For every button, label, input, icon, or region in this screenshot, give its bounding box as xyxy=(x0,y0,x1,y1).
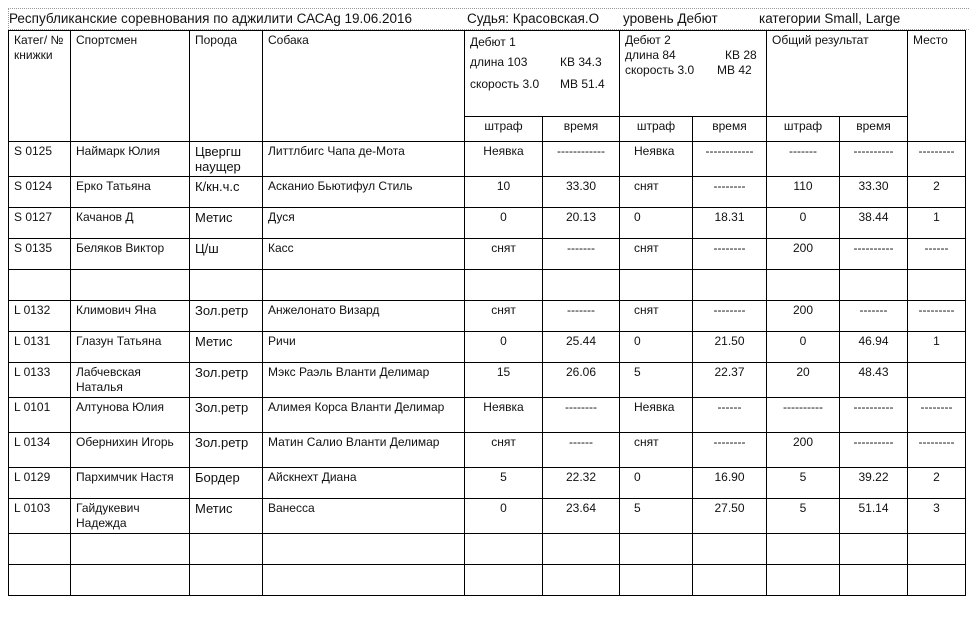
total-time-cell xyxy=(840,270,908,301)
total-penalty-cell: 5 xyxy=(767,499,840,534)
total-time-cell: 39.22 xyxy=(840,468,908,499)
table-row xyxy=(9,177,966,208)
document-title-line xyxy=(8,8,969,30)
category-cell: L 0133 xyxy=(9,363,71,398)
debut2-time-cell: 16.90 xyxy=(693,468,767,499)
breed-cell: Зол.ретр xyxy=(190,433,263,468)
debut1-time-cell: ------ xyxy=(543,433,620,468)
breed-cell: Ц/ш xyxy=(190,239,263,270)
debut2-penalty-cell: 5 xyxy=(620,499,693,534)
debut1-kv: КВ 34.3 xyxy=(560,55,602,69)
category-cell: L 0132 xyxy=(9,301,71,332)
debut1-penalty-cell: Неявка xyxy=(465,398,543,433)
table-row xyxy=(9,142,966,177)
header-penalty-1: штраф xyxy=(465,117,543,142)
debut2-time-cell: 22.37 xyxy=(693,363,767,398)
debut1-penalty-cell: 5 xyxy=(465,468,543,499)
debut2-penalty-cell: 5 xyxy=(620,363,693,398)
athlete-cell: Гайдукевич Надежда xyxy=(71,499,190,534)
debut1-time-cell: 26.06 xyxy=(543,363,620,398)
debut1-label: Дебют 1 xyxy=(470,35,516,49)
place-cell xyxy=(908,534,966,565)
dog-cell xyxy=(263,565,465,596)
category-cell xyxy=(9,270,71,301)
athlete-cell: Алтунова Юлия xyxy=(71,398,190,433)
debut2-time-cell: -------- xyxy=(693,239,767,270)
debut2-penalty-cell xyxy=(620,534,693,565)
debut1-length: длина 103 xyxy=(470,55,528,69)
header-time-2: время xyxy=(693,117,767,142)
place-cell: 3 xyxy=(908,499,966,534)
athlete-cell: Климович Яна xyxy=(71,301,190,332)
debut1-penalty-cell: 0 xyxy=(465,208,543,239)
debut2-time-cell: 18.31 xyxy=(693,208,767,239)
total-penalty-cell xyxy=(767,534,840,565)
category-cell: S 0124 xyxy=(9,177,71,208)
debut2-time-cell: 27.50 xyxy=(693,499,767,534)
total-penalty-cell: 200 xyxy=(767,433,840,468)
debut2-label: Дебют 2 xyxy=(625,33,671,47)
debut1-time-cell: -------- xyxy=(543,398,620,433)
debut1-penalty-cell: Неявка xyxy=(465,142,543,177)
header-debut1 xyxy=(465,31,620,117)
table-row xyxy=(9,534,966,565)
header-breed: Порода xyxy=(190,31,263,142)
category-cell: L 0134 xyxy=(9,433,71,468)
athlete-cell: Беляков Виктор xyxy=(71,239,190,270)
debut2-penalty-cell xyxy=(620,270,693,301)
table-row xyxy=(9,565,966,596)
place-cell xyxy=(908,565,966,596)
debut1-time-cell: 20.13 xyxy=(543,208,620,239)
dog-cell: Айскнехт Диана xyxy=(263,468,465,499)
athlete-cell: Пархимчик Настя xyxy=(71,468,190,499)
table-row xyxy=(9,301,966,332)
breed-cell: Цвергш наущер xyxy=(190,142,263,177)
debut2-time-cell: ------------ xyxy=(693,142,767,177)
total-penalty-cell: 110 xyxy=(767,177,840,208)
table-row xyxy=(9,208,966,239)
debut2-penalty-cell: 0 xyxy=(620,332,693,363)
dog-cell: Ванесса xyxy=(263,499,465,534)
athlete-cell: Качанов Д xyxy=(71,208,190,239)
breed-cell xyxy=(190,534,263,565)
debut1-penalty-cell xyxy=(465,270,543,301)
total-penalty-cell: 0 xyxy=(767,332,840,363)
total-penalty-cell: ------- xyxy=(767,142,840,177)
athlete-cell: Лабчевская Наталья xyxy=(71,363,190,398)
debut1-penalty-cell: снят xyxy=(465,239,543,270)
table-row xyxy=(9,363,966,398)
debut1-time-cell xyxy=(543,565,620,596)
debut1-penalty-cell: 15 xyxy=(465,363,543,398)
debut2-time-cell: ------ xyxy=(693,398,767,433)
debut2-penalty-cell: снят xyxy=(620,177,693,208)
debut2-penalty-cell: снят xyxy=(620,301,693,332)
total-penalty-cell: 20 xyxy=(767,363,840,398)
header-place: Место xyxy=(908,31,966,142)
debut1-time-cell xyxy=(543,534,620,565)
athlete-cell: Наймарк Юлия xyxy=(71,142,190,177)
dog-cell xyxy=(263,534,465,565)
total-penalty-cell xyxy=(767,565,840,596)
total-time-cell: ---------- xyxy=(840,398,908,433)
breed-cell: Метис xyxy=(190,332,263,363)
judge-name: Судья: Красовская.О xyxy=(467,11,600,26)
header-debut2 xyxy=(620,31,767,117)
category-cell: S 0125 xyxy=(9,142,71,177)
debut1-time-cell: 23.64 xyxy=(543,499,620,534)
category-cell xyxy=(9,565,71,596)
place-cell: 2 xyxy=(908,468,966,499)
athlete-cell: Ерко Татьяна xyxy=(71,177,190,208)
header-athlete: Спортсмен xyxy=(71,31,190,142)
debut2-mv: МВ 42 xyxy=(717,63,752,77)
category-cell: L 0131 xyxy=(9,332,71,363)
breed-cell: Метис xyxy=(190,499,263,534)
debut2-speed: скорость 3.0 xyxy=(625,63,695,77)
category-cell: S 0135 xyxy=(9,239,71,270)
athlete-cell xyxy=(71,270,190,301)
dog-cell: Касс xyxy=(263,239,465,270)
breed-cell xyxy=(190,565,263,596)
dog-cell: Алимея Корса Вланти Делимар xyxy=(263,398,465,433)
total-penalty-cell: 0 xyxy=(767,208,840,239)
total-penalty-cell: 5 xyxy=(767,468,840,499)
total-time-cell: ------- xyxy=(840,301,908,332)
debut1-penalty-cell: снят xyxy=(465,301,543,332)
dog-cell: Литтлбигс Чапа де-Мота xyxy=(263,142,465,177)
total-penalty-cell: 200 xyxy=(767,301,840,332)
debut1-time-cell: ------- xyxy=(543,239,620,270)
total-time-cell: ---------- xyxy=(840,142,908,177)
category-cell: L 0103 xyxy=(9,499,71,534)
breed-cell: Бордер xyxy=(190,468,263,499)
debut1-penalty-cell: 0 xyxy=(465,332,543,363)
header-penalty-total: штраф xyxy=(767,117,840,142)
header-time-1: время xyxy=(543,117,620,142)
debut2-time-cell xyxy=(693,534,767,565)
dog-cell: Ричи xyxy=(263,332,465,363)
debut2-penalty-cell: снят xyxy=(620,433,693,468)
breed-cell xyxy=(190,270,263,301)
place-cell: 2 xyxy=(908,177,966,208)
table-row xyxy=(9,332,966,363)
header-row xyxy=(9,31,966,117)
debut1-time-cell xyxy=(543,270,620,301)
dog-cell: Дуся xyxy=(263,208,465,239)
total-time-cell: 48.43 xyxy=(840,363,908,398)
dog-cell: Асканио Бьютифул Стиль xyxy=(263,177,465,208)
results-table xyxy=(8,30,966,596)
total-time-cell xyxy=(840,565,908,596)
debut2-penalty-cell: Неявка xyxy=(620,398,693,433)
debut2-time-cell: -------- xyxy=(693,433,767,468)
debut1-time-cell: 33.30 xyxy=(543,177,620,208)
debut2-length: длина 84 xyxy=(625,48,676,62)
total-penalty-cell xyxy=(767,270,840,301)
debut2-time-cell xyxy=(693,270,767,301)
header-total: Общий результат xyxy=(767,31,908,117)
debut2-penalty-cell xyxy=(620,565,693,596)
athlete-cell xyxy=(71,565,190,596)
results-body xyxy=(9,142,966,596)
dog-cell: Анжелонато Визард xyxy=(263,301,465,332)
athlete-cell: Глазун Татьяна xyxy=(71,332,190,363)
dog-cell: Мэкс Раэль Вланти Делимар xyxy=(263,363,465,398)
debut1-mv: МВ 51.4 xyxy=(560,77,605,91)
debut1-time-cell: 22.32 xyxy=(543,468,620,499)
total-time-cell: ---------- xyxy=(840,433,908,468)
athlete-cell: Обернихин Игорь xyxy=(71,433,190,468)
place-cell: -------- xyxy=(908,398,966,433)
debut1-time-cell: 25.44 xyxy=(543,332,620,363)
debut1-penalty-cell: 0 xyxy=(465,499,543,534)
place-cell: ------ xyxy=(908,239,966,270)
debut2-penalty-cell: 0 xyxy=(620,468,693,499)
header-penalty-2: штраф xyxy=(620,117,693,142)
total-time-cell: 51.14 xyxy=(840,499,908,534)
header-category: Катег/ № книжки xyxy=(9,31,71,142)
total-penalty-cell: 200 xyxy=(767,239,840,270)
total-time-cell: ---------- xyxy=(840,239,908,270)
debut1-speed: скорость 3.0 xyxy=(470,77,540,91)
total-time-cell: 38.44 xyxy=(840,208,908,239)
debut2-time-cell: -------- xyxy=(693,301,767,332)
debut2-time-cell: 21.50 xyxy=(693,332,767,363)
place-cell: --------- xyxy=(908,301,966,332)
table-row xyxy=(9,468,966,499)
athlete-cell xyxy=(71,534,190,565)
debut2-kv: КВ 28 xyxy=(725,48,757,62)
breed-cell: Зол.ретр xyxy=(190,301,263,332)
header-dog: Собака xyxy=(263,31,465,142)
dog-cell: Матин Салио Вланти Делимар xyxy=(263,433,465,468)
table-row xyxy=(9,499,966,534)
breed-cell: К/кн.ч.с xyxy=(190,177,263,208)
category-cell: S 0127 xyxy=(9,208,71,239)
total-time-cell xyxy=(840,534,908,565)
table-row xyxy=(9,433,966,468)
debut1-time-cell: ------- xyxy=(543,301,620,332)
categories-label: категории Small, Large xyxy=(759,11,901,26)
place-cell: 1 xyxy=(908,332,966,363)
table-row xyxy=(9,398,966,433)
place-cell: --------- xyxy=(908,142,966,177)
category-cell: L 0129 xyxy=(9,468,71,499)
debut1-time-cell: ------------ xyxy=(543,142,620,177)
place-cell xyxy=(908,363,966,398)
debut2-time-cell xyxy=(693,565,767,596)
breed-cell: Зол.ретр xyxy=(190,398,263,433)
breed-cell: Зол.ретр xyxy=(190,363,263,398)
category-cell xyxy=(9,534,71,565)
place-cell xyxy=(908,270,966,301)
header-time-total: время xyxy=(840,117,908,142)
debut1-penalty-cell: снят xyxy=(465,433,543,468)
level-label: уровень Дебют xyxy=(623,11,718,26)
place-cell: --------- xyxy=(908,433,966,468)
debut2-time-cell: -------- xyxy=(693,177,767,208)
breed-cell: Метис xyxy=(190,208,263,239)
total-time-cell: 46.94 xyxy=(840,332,908,363)
place-cell: 1 xyxy=(908,208,966,239)
dog-cell xyxy=(263,270,465,301)
competition-title: Республиканские соревнования по аджилити САСАg 19.06.2016 xyxy=(9,11,413,26)
debut1-penalty-cell: 10 xyxy=(465,177,543,208)
total-penalty-cell: ---------- xyxy=(767,398,840,433)
table-row xyxy=(9,239,966,270)
debut2-penalty-cell: Неявка xyxy=(620,142,693,177)
debut1-penalty-cell xyxy=(465,565,543,596)
debut2-penalty-cell: снят xyxy=(620,239,693,270)
category-cell: L 0101 xyxy=(9,398,71,433)
debut1-penalty-cell xyxy=(465,534,543,565)
debut2-penalty-cell: 0 xyxy=(620,208,693,239)
total-time-cell: 33.30 xyxy=(840,177,908,208)
table-row xyxy=(9,270,966,301)
